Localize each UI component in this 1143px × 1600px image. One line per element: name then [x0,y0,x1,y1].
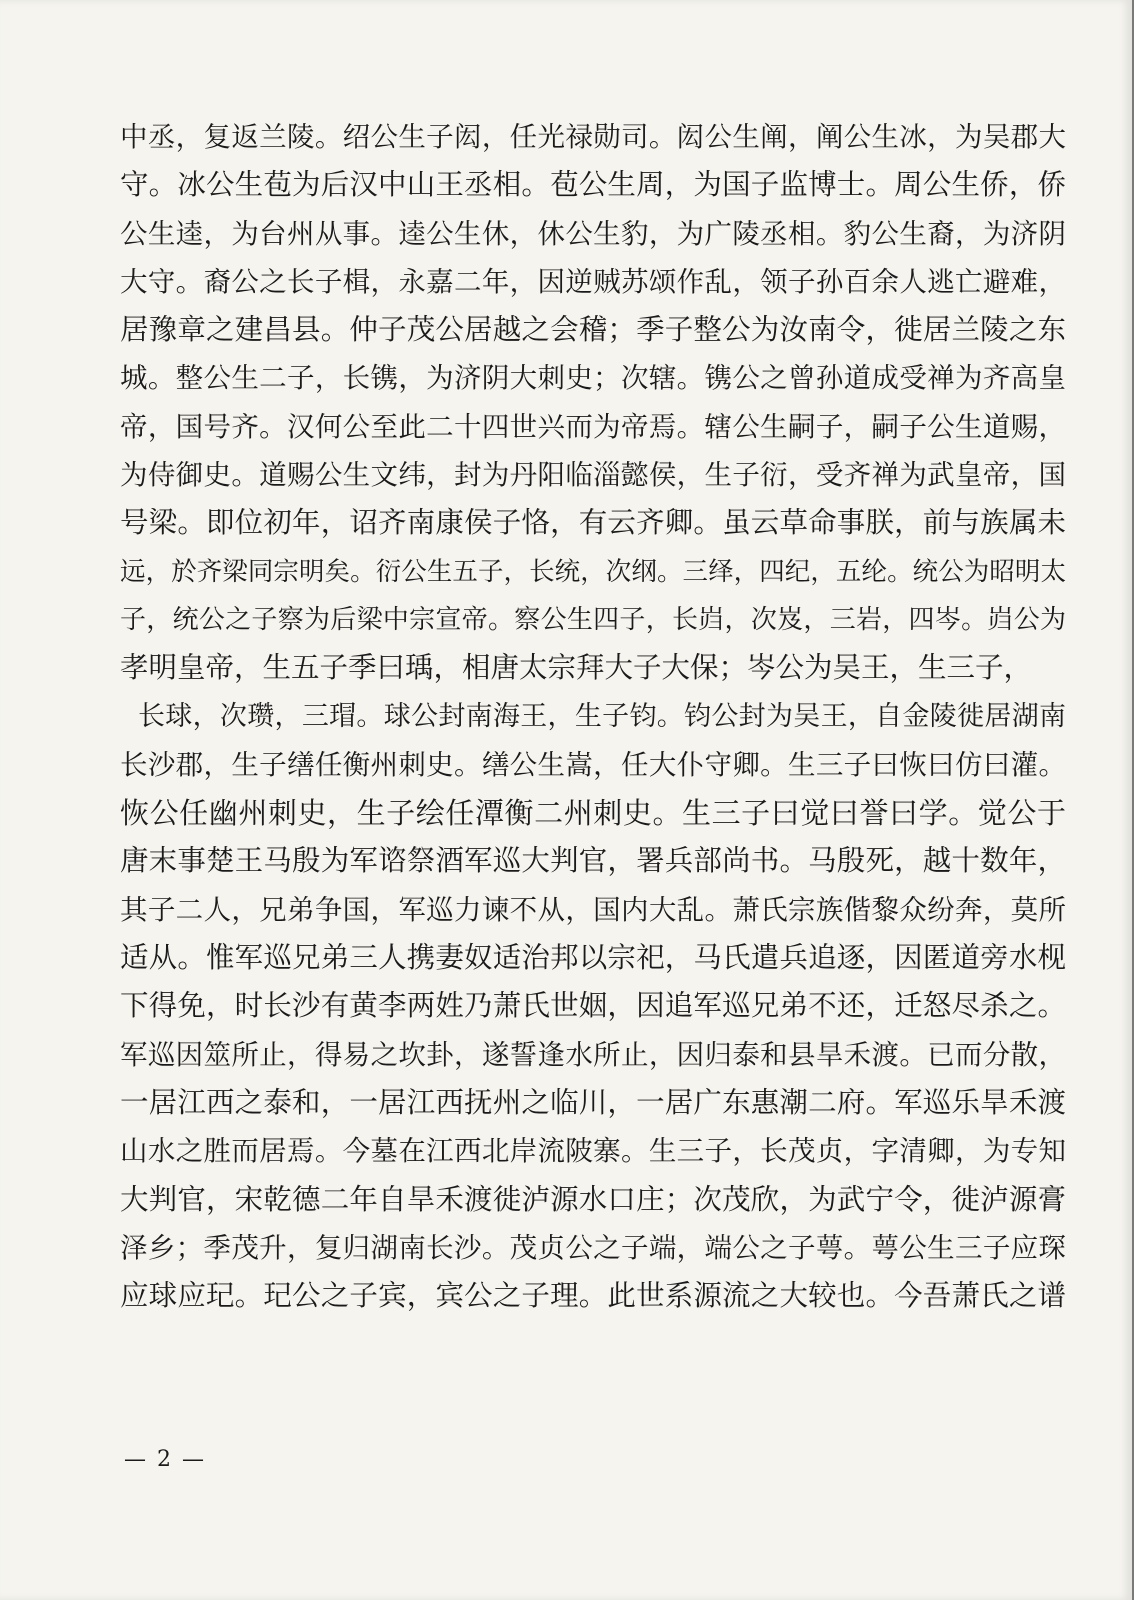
text-line-22: 山水之胜而居焉。今墓在江西北岸流陂寨。生三子，长茂贞，字清卿，为专知 [120,1135,1066,1168]
text-line-13: 长球，次瓒，三瑁。球公封南海王，生子钧。钧公封为吴王，自金陵徙居湖南 [138,700,1066,732]
text-line-3: 公生逵，为台州从事。逵公生休，休公生豹，为广陵丞相。豹公生裔，为济阴 [120,217,1066,250]
text-line-6: 城。整公生二子，长镌，为济阴大刺史；次辖。镌公之曾孙道成受禅为齐高皇 [120,362,1066,395]
page-number: — 2 — [124,1447,206,1472]
text-line-8: 为侍御史。道赐公生文纬，封为丹阳临淄懿侯，生子衍，受齐禅为武皇帝，国 [120,459,1066,492]
text-line-23: 大判官，宋乾德二年自旱禾渡徙泸源水口庄；次茂欣，为武宁令，徙泸源膏 [120,1182,1066,1216]
text-line-20: 军巡因筮所止，得易之坎卦，遂誓逢水所止，因归泰和县旱禾渡。已而分散， [120,1038,1066,1071]
text-line-11: 子，统公之子察为后梁中宗宣帝。察公生四子，长岿，次岌，三岩，四岑。岿公为 [120,604,1066,635]
text-line-18: 适从。惟军巡兄弟三人携妻奴适治邦以宗祀，马氏遣兵追逐，因匿道旁水枧 [120,941,1066,975]
text-line-14: 长沙郡，生子缮任衡州刺史。缮公生嵩，任大仆守卿。生三子曰恢曰仿曰灌。 [120,748,1066,781]
text-line-24: 泽乡；季茂升，复归湖南长沙。茂贞公之子端，端公之子萼。萼公生三子应琛 [120,1231,1066,1264]
text-line-4: 大守。裔公之长子楫，永嘉二年，因逆贼苏颂作乱，领子孙百余人逃亡避难， [120,265,1066,298]
text-line-19: 下得免，时长沙有黄李两姓乃萧氏世姻，因追军巡兄弟不还，迁怒尽杀之。 [120,989,1066,1023]
text-line-17: 其子二人，兄弟争国，军巡力谏不从，国内大乱。萧氏宗族偕黎众纷奔，莫所 [120,893,1066,926]
text-line-5: 居豫章之建昌县。仲子茂公居越之会稽；季子整公为汝南令，徙居兰陵之东 [120,313,1066,347]
text-line-2: 守。冰公生苞为后汉中山王丞相。苞公生周，为国子监博士。周公生侨，侨 [120,168,1066,202]
text-line-25: 应球应玘。玘公之子宾，宾公之子理。此世系源流之大较也。今吾萧氏之谱 [120,1279,1066,1313]
text-line-1: 中丞，复返兰陵。绍公生子闳，任光禄勋司。闳公生阐，阐公生冰，为吴郡大 [120,121,1066,153]
text-line-9: 号梁。即位初年，诏齐南康侯子恪，有云齐卿。虽云草命事朕，前与族属未 [120,506,1066,540]
text-line-10: 远，於齐梁同宗明矣。衍公生五子，长统，次纲。三绎，四纪，五纶。统公为昭明太 [120,556,1066,587]
text-line-16: 唐末事楚王马殷为军谘祭酒军巡大判官，署兵部尚书。马殷死，越十数年， [120,844,1066,878]
text-line-7: 帝，国号齐。汉何公至此二十四世兴而为帝焉。辖公生嗣子，嗣子公生道赐， [120,410,1066,443]
text-line-15: 恢公任幽州刺史，生子绘任潭衡二州刺史。生三子曰觉曰誉曰学。觉公于 [120,796,1066,831]
body-text [120,113,1066,1320]
text-line-21: 一居江西之泰和，一居江西抚州之临川，一居广东惠潮二府。军巡乐旱禾渡 [120,1085,1066,1119]
text-line-12: 孝明皇帝，生五子季曰瑀，相唐太宗拜大子大保；岑公为吴王，生三子， [120,651,1033,685]
